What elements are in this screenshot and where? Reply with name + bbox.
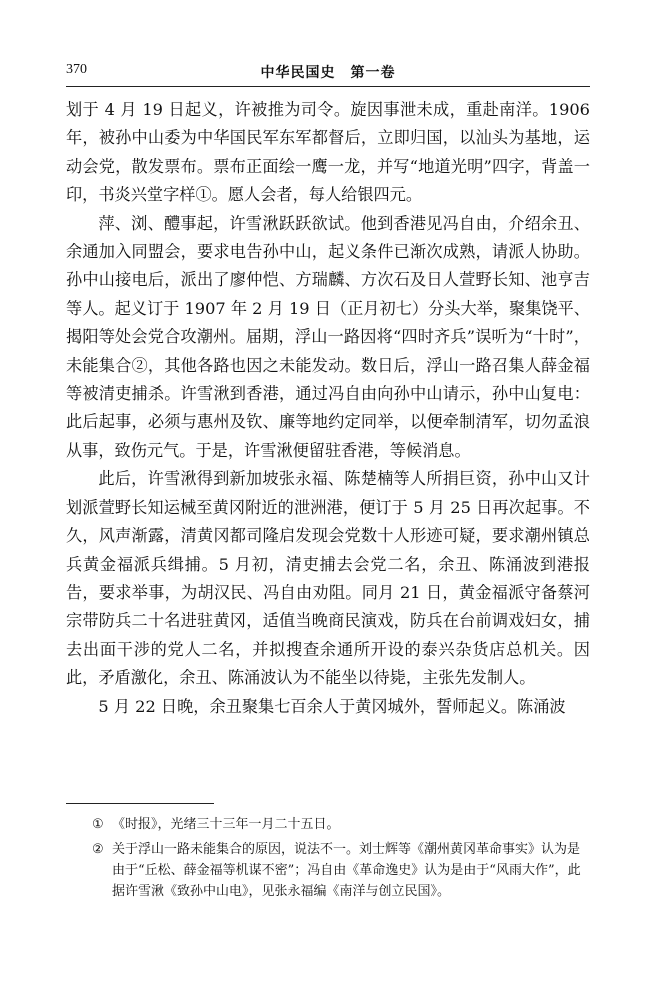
footnote-rule (66, 803, 214, 804)
footnote-mark: ① (92, 817, 104, 832)
footnote-text: 《时报》，光绪三十三年一月二十五日。 (112, 817, 340, 832)
paragraph-3: 此后，许雪湫得到新加坡张永福、陈楚楠等人所捐巨资，孙中山又计划派萱野长知运械至黄冈附近的泄洲港，便订于 5 月 25 日再次起事。不久，风声渐露，清黄冈都司隆启发现会党数十人形迹可疑，要求潮州镇总兵黄金福派兵缉捕。5 月初，清吏捕去会党二名，余丑、陈涌波到港报告，要求举事，为胡汉民、冯自由劝阻。同月 21 日，黄金福派守备蔡河宗带防兵二十名进驻黄冈，适值当晚商民演戏，防兵在台前调戏妇女，捕去出面干涉的党人二名，并拟搜查余通所开设的泰兴杂货店总机关。因此，矛盾激化，余丑、陈涌波认为不能坐以待毙，主张先发制人。 (66, 469, 590, 688)
footnote-1 (66, 814, 590, 835)
footnote-mark: ② (92, 842, 104, 857)
footnotes (66, 814, 590, 906)
running-head: 中华民国史 第一卷 (260, 65, 396, 81)
page-header (66, 62, 590, 86)
paragraph-2: 萍、浏、醴事起，许雪湫跃跃欲试。他到香港见冯自由，介绍余丑、余通加入同盟会，要求电告孙中山，起义条件已渐次成熟，请派人协助。孙中山接电后，派出了廖仲恺、方瑞麟、方次石及日人萱野长知、池亨吉等人。起义订于 1907 年 2 月 19 日（正月初七）分头大举，聚集饶平、揭阳等处会党合攻潮州。届期，浮山一路因将“四时齐兵”误听为“十时”，未能集合②，其他各路也因之未能发动。数日后，浮山一路召集人薛金福等被清吏捕杀。许雪湫到香港，通过冯自由向孙中山请示，孙中山复电：此后起事，必须与惠州及钦、廉等地约定同举，以便牵制清军，切勿孟浪从事，致伤元气。于是，许雪湫便留驻香港，等候消息。 (66, 213, 590, 460)
page-number: 370 (66, 62, 87, 77)
header-rule (66, 86, 590, 87)
body-text (66, 96, 590, 721)
footnote-2 (66, 839, 590, 902)
footnote-text: 关于浮山一路未能集合的原因，说法不一。刘士辉等《潮州黄冈革命事实》认为是由于“丘松、薛金福等机谋不密”；冯自由《革命逸史》认为是由于“风雨大作”，此据许雪湫《致孙中山电》，见张永福编《南洋与创立民国》。 (112, 842, 581, 899)
paragraph-1: 划于 4 月 19 日起义，许被推为司令。旋因事泄未成，重赴南洋。1906 年，被孙中山委为中华国民军东军都督后，立即归国，以汕头为基地，运动会党，散发票布。票布正面绘一鹰一龙，并写“地道光明”四字，背盖一印，书炎兴堂字样①。愿人会者，每人给银四元。 (66, 100, 590, 205)
paragraph-4: 5 月 22 日晚，余丑聚集七百余人于黄冈城外，誓师起义。陈涌波 (98, 696, 566, 716)
